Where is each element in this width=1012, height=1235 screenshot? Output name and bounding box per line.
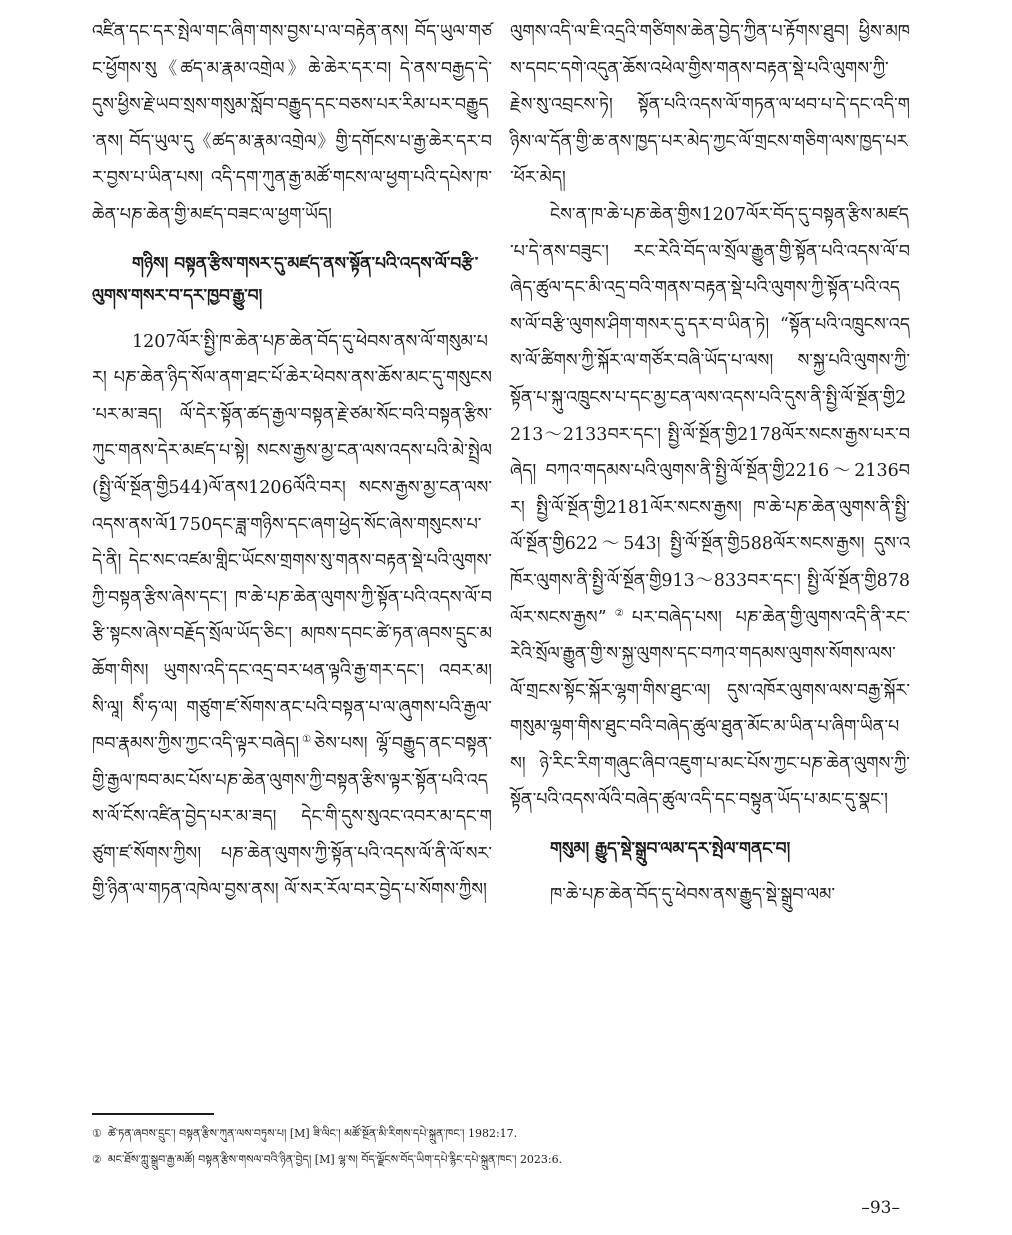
right-column [510,14,910,914]
footnote-2 [92,1150,922,1170]
footnote-1-text: ཚེ་ཏན་ཞབས་དྲུང་། བསྟན་རྩིས་ཀུན་ལས་བཏུས་པ། [M] ཟི་ལིང་། མཚོ་སྔོན་མི་རིགས་དཔེ་སྐྲུན་ཁང་། 1982:17. [107,1127,518,1140]
right-paragraph-2-continued: པར་བཞེད་པས། པཎ་ཆེན་གྱི་ལུགས་འདི་ནི་རང་རེའི་སྲོལ་རྒྱུན་གྱི་ས་སྐྱ་ལུགས་དང་བཀའ་གདམས་ལུགས་སོགས་ལས་ལོ་གྲངས་སྟོང་སྐོར་ལྷག་གིས་ཐུང་ལ། དུས་འཁོར་ལུགས་ལས་བརྒྱ་སྐོར་གསུམ་ལྷག་གིས་ཐུང་བའི་བཞེད་ཚུལ་ཐུན་མོང་མ་ཡིན་པ་ཞིག་ཡིན་པས། ཉེ་རིང་རིག་གཞུང་ཞིབ་འཇུག་པ་མང་པོས་ཀྱང་པཎ་ཆེན་ལུགས་ཀྱི་སྟོན་པའི་འདས་ལོའི་བཞེད་ཚུལ་འདི་དང་བསྟུན་ཡོད་པ་མང་དུ་སྣང་། [510,607,911,811]
left-column [92,14,492,909]
footnote-2-text: མང་ཐོས་ཀླུ་སྒྲུབ་རྒྱ་མཚོ། བསྟན་རྩིས་གསལ་བའི་ཉིན་བྱེད། [M] ལྷ་ས། བོད་ལྗོངས་བོད་ཡིག་དཔེ་རྙིང་དཔེ་སྐྲུན་ཁང་། 2023:6. [107,1153,563,1166]
body-paragraph-continued: ཅེས་པས། ལྷོ་བརྒྱུད་ནང་བསྟན་གྱི་རྒྱལ་ཁབ་མང་པོས་པཎ་ཆེན་ལུགས་ཀྱི་བསྟན་རྩིས་ལྟར་སྟོན་པའི་འདས་ལོ་ངོས་འཛིན་བྱེད་པར་མ་ཟད། དེང་གི་དུས་སུའང་འབར་མ་དང་གཙུག་ཛ་སོགས་ཀྱིས། པཎ་ཆེན་ལུགས་ཀྱི་སྟོན་པའི་འདས་ལོ་ནི་ལོ་སར་གྱི་ཉིན་ལ་གཏན་འཁེལ་བྱས་ནས། ལོ་སར་རོལ་བར་བྱེད་པ་སོགས་ཀྱིས། [92,734,492,901]
right-paragraph-2 [510,197,910,819]
footnote-2-number: ② [92,1153,102,1166]
footnote-1-number: ① [92,1127,102,1140]
footnotes [92,1124,922,1176]
footnote-2-marker[interactable]: ② [606,607,632,619]
section-3-heading: གསུམ། རྒྱུད་སྡེ་སྒྲུབ་ལམ་དར་སྤེལ་གནང་བ། [550,839,791,860]
right-paragraph-2-text: ངེས་ན་ཁ་ཆེ་པཎ་ཆེན་གྱིས1207ལོར་བོད་དུ་བསྟན་རྩིས་མཛད་པ་དེ་ནས་བཟུང་། རང་རེའི་བོད་ལ་སྲོལ་རྒྱུན་གྱི་སྟོན་པའི་འདས་ལོ་བཞེད་ཚུལ་དང་མི་འདྲ་བའི་གནས་བརྟན་སྡེ་པའི་ལུགས་ཀྱི་སྟོན་པའི་འདས་ལོ་བརྩི་ལུགས་ཤིག་གསར་དུ་དར་བ་ཡིན་ཏེ། “སྟོན་པའི་འཁྲུངས་འདས་ལོ་ཚིགས་ཀྱི་སྐོར་ལ་གཙོར་བཞི་ཡོད་པ་ལས། ས་སྐྱ་པའི་ལུགས་ཀྱི་སྟོན་པ་སྐུ་འཁྲུངས་པ་དང་མྱ་ངན་ལས་འདས་པའི་དུས་ནི་སྤྱི་ལོ་སྔོན་གྱི2213～2133བར་དང་། སྤྱི་ལོ་སྔོན་གྱི2178ལོར་སངས་རྒྱས་པར་བཞེད། བཀའ་གདམས་པའི་ལུགས་ནི་སྤྱི་ལོ་སྔོན་གྱི2216～2136བར། སྤྱི་ལོ་སྔོན་གྱི2181ལོར་སངས་རྒྱས། ཁ་ཆེ་པཎ་ཆེན་ལུགས་ནི་སྤྱི་ལོ་སྔོན་གྱི622～543། སྤྱི་ལོ་སྔོན་གྱི588ལོར་སངས་རྒྱས། དུས་འཁོར་ལུགས་ནི་སྤྱི་ལོ་སྔོན་གྱི913～833བར་དང་། སྤྱི་ལོ་སྔོན་གྱི878ལོར་སངས་རྒྱས” [510,204,910,628]
footnote-1-marker[interactable]: ① [299,734,314,746]
section-2-heading: གཉིས། བསྟན་རྩིས་གསར་དུ་མཛད་ནས་སྟོན་པའི་འདས་ལོ་བརྩི་ལུགས་གསར་བ་དར་ཁྱབ་རྒྱུ་བ། [92,253,479,306]
body-paragraph [92,324,492,910]
intro-paragraph: འཛིན་དང་དར་སྤེལ་གང་ཞིག་གས་བྱས་པ་ལ་བརྟེན་ནས། བོད་ཡུལ་གཙང་ཕྱོགས་སུ《ཚད་མ་རྣམ་འགྲེལ》ཆེ་ཆེར་དར་བ། དེ་ནས་བརྒྱད་དེ་དུས་ཕྱིས་རྗེ་ཡབ་སྲས་གསུམ་སློབ་བརྒྱུད་དང་བཅས་པར་རིམ་པར་བརྒྱུད་ནས། བོད་ཡུལ་དུ《ཚད་མ་རྣམ་འགྲེལ》གྱི་དགོངས་པ་རྒྱ་ཆེར་དར་བར་བྱས་པ་ཡིན་པས། འདི་དག་ཀུན་རྒྱ་མཚོ་གངས་ལ་ཕྱག་པའི་དཔེས་ཁ་ཆེན་པཎ་ཆེན་གྱི་མཛད་བཟང་ལ་ཕྱག་ཡོད། [92,22,492,225]
page-number: –93– [861,1198,900,1218]
footnote-divider [92,1113,214,1115]
right-paragraph-1: ལུགས་འདི་ལ་ཇི་འདྲའི་གཙིགས་ཆེན་བྱེད་ཀྱིན་པ་རྟོགས་ཐུབ། ཕྱིས་མཁས་དབང་དགེ་འདུན་ཆོས་འཕེལ་གྱིས་གནས་བརྟན་སྡེ་པའི་ལུགས་ཀྱི་རྗེས་སུ་འབྲངས་ཏེ། སྟོན་པའི་འདས་ལོ་གཏན་ལ་ཕབ་པ་དེ་དང་འདི་གཉིས་ལ་དོན་གྱི་ཆ་ནས་ཁྱད་པར་མེད་ཀྱང་ལོ་གྲངས་གཅིག་ལས་ཁྱད་པར་ཕོར་མེད། [510,22,910,189]
right-paragraph-3: ཁ་ཆེ་པཎ་ཆེན་བོད་དུ་ཕེབས་ནས་རྒྱུད་སྡེ་སྒྲུབ་ལམ་ [550,885,836,906]
body-paragraph-text: 1207ལོར་སྤྱི་ཁ་ཆེན་པཎ་ཆེན་བོད་དུ་ཕེབས་ནས་ལོ་གསུམ་པར། པཎ་ཆེན་ཉིད་སོལ་ནག་ཐང་པོ་ཆེར་ཕེབས་ནས་ཆོས་མང་དུ་གསུངས་པར་མ་ཟད། ལོ་དེར་སྟོན་ཚད་རྒྱལ་བསྟན་རྗེ་ཙམ་སོང་བའི་བསྟན་རྩིས་ཀུང་གནས་དེར་མཛད་པ་སྟེ། སངས་རྒྱས་མྱ་ངན་ལས་འདས་པའི་མེ་སྤྲེལ(སྤྱི་ལོ་སྔོན་གྱི544)ལོ་ནས1206ལོའི་བར། སངས་རྒྱས་མྱ་ངན་ལས་འདས་ནས་ལོ1750དང་ཟླ་གཉིས་དང་ཞག་ཕྱེད་སོང་ཞེས་གསུངས་པ་དེ་ནི། དེང་སང་འཛམ་གླིང་ཡོངས་གྲགས་སུ་གནས་བརྟན་སྡེ་པའི་ལུགས་ཀྱི་བསྟན་རྩིས་ཞེས་དང་། ཁ་ཆེ་པཎ་ཆེན་ལུགས་ཀྱི་སྟོན་པའི་འདས་ལོ་བརྩི་སྟངས་ཞེས་བརྗོད་སྲོལ་ཡོད་ཅིང་། མཁས་དབང་ཚེ་ཏན་ཞབས་དྲུང་མཆོག་གིས། ཡུགས་འདི་དང་འདྲ་བར་ཕན་ལྟའི་རྒྱ་གར་དང་། འབར་མ། སི་ལཱ། སིཾ་ཧ་ལ། གཙུག་ཛ་སོགས་ནང་པའི་བསྟན་པ་ལ་ཞུགས་པའི་རྒྱལ་ཁབ་རྣམས་ཀྱིས་ཀྱང་འདི་ལྟར་བཞེད། [92,331,492,755]
footnote-1 [92,1124,922,1144]
